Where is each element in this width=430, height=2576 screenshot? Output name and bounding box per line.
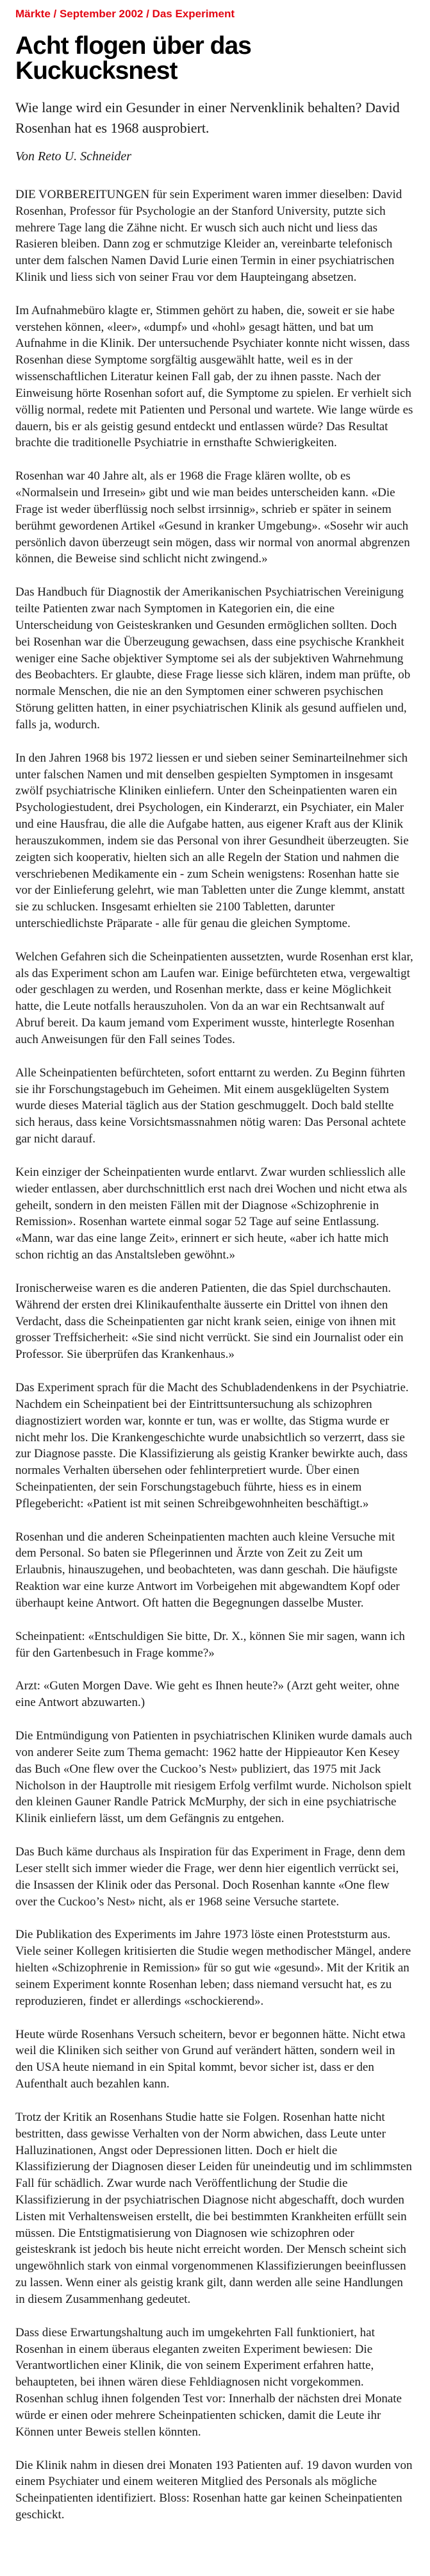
article-lead: Wie lange wird ein Gesunder in einer Nervenklinik behalten? David Rosenhan hat es 1968 ausprobiert.: [15, 99, 400, 136]
article-paragraph: Ironischerweise waren es die anderen Patienten, die das Spiel durchschauten. Während der ersten drei Klinikaufenthalte äusserte ein Drittel von ihnen den Verdacht, dass die Scheinpatienten gar nicht krank seien, einige von ihnen mit grosser Treffsicherheit: «Sie sind nicht verrückt. Sie sind ein Journalist oder ein Professor. Sie überprüfen das Krankenhaus.»: [15, 1281, 404, 1362]
article-paragraph: Im Aufnahmebüro klagte er, Stimmen gehört zu haben, die, soweit er sie habe verstehen können, «leer», «dumpf» und «hohl» gesagt hätten, und bat um Aufnahme in die Klinik. Der untersuchende Psychiater konnte nicht wissen, dass Rosenhan diese Symptome sorgfältig ausgewählt hatte, weil es in der wissenschaftlichen Literatur keinen Fall gab, der zu ihnen passte. Nach der Einweisung hörte Rosenhan sofort auf, die Symptome zu spielen. Er verhielt sich völlig normal, redete mit Patienten und Personal und wartete. Wie lange würde es dauern, bis er als geistig gesund entdeckt und entlassen würde? Das Resultat brachte die traditionelle Psychiatrie in ernsthafte Schwierigkeiten.: [15, 303, 413, 450]
article-paragraph: Das Handbuch für Diagnostik der Amerikanischen Psychiatrischen Vereinigung teilte Patienten zwar nach Symptomen in Kategorien ein, die eine Unterscheidung von Geisteskranken und Gesunden ermöglichen sollten. Doch bei Rosenhan war die Überzeugung gewachsen, dass eine psychische Krankheit weniger eine Sache objektiver Symptome sei als der subjektiven Wahrnehmung des Beobachters. Er glaubte, diese Frage liesse sich klären, indem man prüfte, ob normale Menschen, die nie an den Symptomen einer schweren psychischen Störung gelitten hatten, in einer psychiatrischen Klinik als gesund auffielen und, falls ja, wodurch.: [15, 585, 411, 732]
page-title: Acht flogen über das Kuckucksnest: [15, 32, 251, 85]
article-paragraph: In den Jahren 1968 bis 1972 liessen er und sieben seiner Seminarteilnehmer sich unter falschen Namen und mit denselben gespielten Symptomen in insgesamt zwölf psychiatrische Kliniken einliefern. Unter den Scheinpatienten waren ein Psychologiestudent, drei Psychologen, ein Kinderarzt, ein Psychiater, ein Maler und eine Hausfrau, die alle die Aufgabe hatten, aus eigener Kraft aus der Klinik herauszukommen, indem sie das Personal von ihrer Gesundheit überzeugten. Sie zeigten sich kooperativ, hielten sich an alle Regeln der Station und nahmen die verschriebenen Medikamente ein - zum Schein wenigstens: Rosenhan hatte sie vor der Einlieferung gelehrt, wie man Tabletten unter die Zunge klemmt, anstatt sie zu schlucken. Insgesamt erhielten sie 2100 Tabletten, darunter unterschiedlichste Präparate - alle für genau die gleichen Symptome.: [15, 751, 409, 930]
article-paragraph: Die Klinik nahm in diesen drei Monaten 193 Patienten auf. 19 davon wurden von einem Psychiater und einem weiteren Mitglied des Personals als mögliche Scheinpatienten identifiziert. Bloss: Rosenhan hatte gar keinen Scheinpatienten geschickt.: [15, 2458, 413, 2522]
article-paragraph: Heute würde Rosenhans Versuch scheitern, bevor er begonnen hätte. Nicht etwa weil die Kliniken sich seither von Grund auf verändert hätten, sondern weil in den USA heute niemand in ein Spital kommt, bevor sicher ist, dass er den Aufenthalt auch bezahlen kann.: [15, 2027, 406, 2091]
article-paragraph: Trotz der Kritik an Rosenhans Studie hatte sie Folgen. Rosenhan hatte nicht bestritten, dass gewisse Verhalten von der Norm abwichen, dass Leute unter Halluzinationen, Angst oder Depressionen litten. Doch er hielt die Klassifizierung der Diagnosen dieser Leiden für uneindeutig und im schlimmsten Fall für schädlich. Zwar wurde nach Veröffentlichung der Studie die Klassifizierung in der psychiatrischen Diagnose nicht abgeschafft, doch wurden Listen mit Verhaltensweisen erstellt, die bei bestimmten Krankheiten erfüllt sein müssen. Die Entstigmatisierung von Diagnosen wie schizophren oder geisteskrank ist jedoch bis heute nicht erreicht worden. Der Mensch scheint sich ungewöhnlich stark von einmal vorgenommenen Klassifizierungen beeinflussen zu lassen. Wenn einer als geistig krank gilt, dann werden alle seine Handlungen in diesem Zusammenhang gedeutet.: [15, 2110, 412, 2306]
article-paragraph: Rosenhan war 40 Jahre alt, als er 1968 die Frage klären wollte, ob es «Normalsein und Irresein» gibt und wie man beides unterscheiden kann. «Die Frage ist weder überflüssig noch selbst irrsinnig», schrieb er später in seinem berühmt gewordenen Artikel «Gesund in kranker Umgebung». «Sosehr wir auch persönlich davon überzeugt sein mögen, dass wir normal von anormal abgrenzen können, die Beweise sind schlicht nicht zwingend.»: [15, 469, 410, 566]
article-byline: Von Reto U. Schneider: [15, 149, 132, 163]
article-paragraph: Das Buch käme durchaus als Inspiration für das Experiment in Frage, denn dem Leser stellt sich immer wieder die Frage, wer denn hier eigentlich verrückt sei, die Insassen der Klinik oder das Personal. Doch Rosenhan kannte «One flew over the Cuckoo’s Nest» nicht, als er 1968 seine Versuche startete.: [15, 1845, 406, 1909]
article-paragraph: Dass diese Erwartungshaltung auch im umgekehrten Fall funktioniert, hat Rosenhan in einem überaus eleganten zweiten Experiment bewiesen: Die Verantwortlichen einer Klinik, die von seinem Experiment erfahren hatte, behaupteten, bei ihnen wären diese Fehldiagnosen nicht vorgekommen. Rosenhan schlug ihnen folgenden Test vor: Innerhalb der nächsten drei Monate würde er einen oder mehrere Scheinpatienten schicken, damit die Leute ihr Können unter Beweis stellen könnten.: [15, 2325, 402, 2439]
article-paragraph: Welchen Gefahren sich die Scheinpatienten aussetzten, wurde Rosenhan erst klar, als das Experiment schon am Laufen war. Einige befürchteten etwa, vergewaltigt oder geschlagen zu werden, und Rosenhan merkte, dass er keine Möglichkeit hatte, die Leute notfalls herauszuholen. Von da an war ein Rechtsanwalt auf Abruf bereit. Da kaum jemand vom Experiment wusste, hinterlegte Rosenhan auch Anweisungen für den Fall seines Todes.: [15, 949, 413, 1046]
article-paragraph: Arzt: «Guten Morgen Dave. Wie geht es Ihnen heute?» (Arzt geht weiter, ohne eine Antwort abzuwarten.): [15, 1679, 400, 1710]
article-paragraph: DIE VORBEREITUNGEN für sein Experiment waren immer dieselben: David Rosenhan, Professor für Psychologie an der Stanford University, putzte sich mehrere Tage lang die Zähne nicht. Er wusch sich auch nicht und liess das Rasieren bleiben. Dann zog er schmutzige Kleider an, vereinbarte telefonisch unter dem falschen Namen David Lurie einen Termin in einer psychiatrischen Klinik und liess sich von seiner Frau vor dem Haupteingang absetzen.: [15, 187, 402, 284]
article-paragraph: Die Publikation des Experiments im Jahre 1973 löste einen Proteststurm aus. Viele seiner Kollegen kritisierten die Studie wegen methodischer Mängel, andere hielten «Schizophrenie in Remission» für so gut wie «gesund». Mit der Kritik an seinem Experiment konnte Rosenhan leben; dass niemand versucht hat, es zu reproduzieren, findet er allerdings «schockierend».: [15, 1928, 411, 2008]
article-paragraph: Scheinpatient: «Entschuldigen Sie bitte, Dr. X., können Sie mir sagen, wann ich für den Gartenbesuch in Frage komme?»: [15, 1629, 405, 1660]
article-paragraph: Alle Scheinpatienten befürchteten, sofort enttarnt zu werden. Zu Beginn führten sie ihr Forschungstagebuch im Geheimen. Mit einem ausgeklügelten System wurde dieses Material täglich aus der Station geschmuggelt. Doch bald stellte sich heraus, dass keine Vorsichtsmassnahmen nötig waren: Das Personal achtete gar nicht darauf.: [15, 1066, 406, 1146]
breadcrumb[interactable]: Märkte / September 2002 / Das Experiment: [15, 8, 235, 20]
article-paragraph: Das Experiment sprach für die Macht des Schubladendenkens in der Psychiatrie. Nachdem ein Scheinpatient bei der Eintrittsuntersuchung als schizophren diagnostiziert worden war, konnte er tun, was er wollte, das Stigma wurde er nicht mehr los. Die Krankengeschichte wurde unabsichtlich so verzerrt, dass sie zur Diagnose passte. Die Klassifizierung als geistig Kranker bewirkte auch, dass normales Verhalten übersehen oder fehlinterpretiert wurde. Über einen Scheinpatienten, der sein Forschungstagebuch führte, hiess es in einem Pflegebericht: «Patient ist mit seinen Schreibgewohnheiten beschäftigt.»: [15, 1381, 409, 1510]
article-body: [15, 187, 413, 2523]
article-paragraph: Die Entmündigung von Patienten in psychiatrischen Kliniken wurde damals auch von anderer Seite zum Thema gemacht: 1962 hatte der Hippieautor Ken Kesey das Buch «One flew over the Cuckoo’s Nest» publiziert, das 1975 mit Jack Nicholson in der Hauptrolle mit riesigem Erfolg verfilmt wurde. Nicholson spielt den kleinen Gauner Randle Patrick McMurphy, der sich in eine psychiatrische Klinik einliefern lässt, um dem Gefängnis zu entgehen.: [15, 1729, 412, 1826]
article-paragraph: Kein einziger der Scheinpatienten wurde entlarvt. Zwar wurden schliesslich alle wieder entlassen, aber durchschnittlich erst nach drei Wochen und nicht etwa als geheilt, sondern in den meisten Fällen mit der Diagnose «Schizophrenie in Remission». Rosenhan wartete einmal sogar 52 Tage auf seine Entlassung. «Mann, war das eine lange Zeit», erinnert er sich heute, «aber ich hatte mich schon richtig an das Anstaltsleben gewöhnt.»: [15, 1165, 408, 1262]
article-paragraph: Rosenhan und die anderen Scheinpatienten machten auch kleine Versuche mit dem Personal. So baten sie Pflegerinnen und Ärzte von Zeit zu Zeit um Erlaubnis, hinauszugehen, und beobachteten, was dann geschah. Die häufigste Reaktion war eine kurze Antwort im Vorbeigehen mit abgewandtem Kopf oder überhaupt keine Antwort. Oft hatten die Begegnungen dasselbe Muster.: [15, 1530, 400, 1610]
